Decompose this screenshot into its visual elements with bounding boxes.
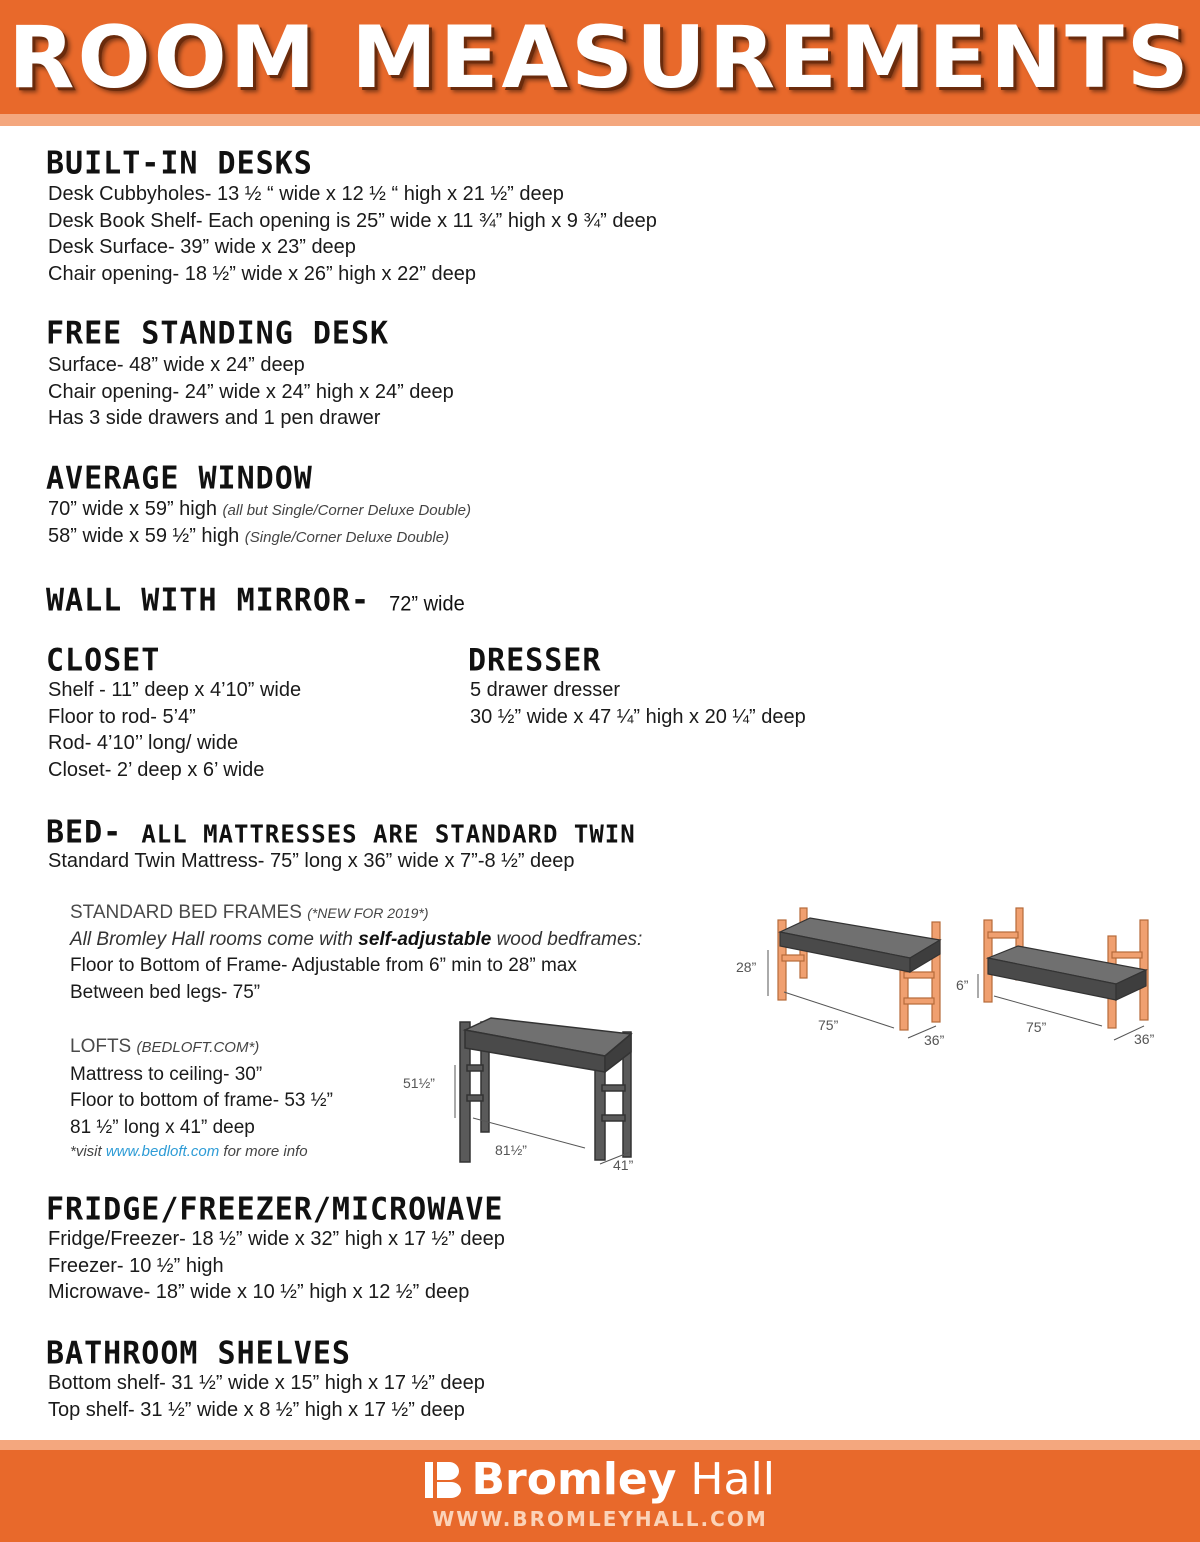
loft-rung <box>602 1085 625 1091</box>
list-item <box>48 523 471 550</box>
heading-fridge-freezer-microwave: FRIDGE/FREEZER/MICROWAVE <box>46 1190 504 1228</box>
list-item: Desk Cubbyholes- 13 ½ “ wide x 12 ½ “ high x 21 ½” deep <box>48 183 564 205</box>
window-note: (all but Single/Corner Deluxe Double) <box>222 502 472 519</box>
lofts-block <box>70 1034 333 1163</box>
loft-rung <box>602 1115 625 1121</box>
list-item: Closet- 2’ deep x 6’ wide <box>48 758 265 781</box>
bed-rung <box>782 955 804 961</box>
closet-list <box>48 677 301 783</box>
list-item: Desk Surface- 39” wide x 23” deep <box>48 236 356 258</box>
loft-rung <box>467 1095 483 1101</box>
list-item: Top shelf- 31 ½” wide x 8 ½” high x 17 ½” deep <box>48 1398 465 1421</box>
bed-frames-description <box>70 927 642 954</box>
built-in-desks-list <box>48 181 657 287</box>
loft-length-label: 81½” <box>495 1142 527 1158</box>
list-item: Floor to Bottom of Frame- Adjustable from 6” min to 28” max <box>70 955 577 976</box>
bed-rung <box>988 932 1018 938</box>
list-item: Freezer- 10 ½” high <box>48 1254 224 1277</box>
free-standing-desk-list <box>48 352 454 432</box>
brand-url-link[interactable]: WWW.BROMLEYHALL.COM <box>432 1507 768 1531</box>
bed-list <box>48 848 575 875</box>
lofts-visit-note <box>70 1141 333 1163</box>
heading-bathroom-shelves: BATHROOM SHELVES <box>46 1334 351 1372</box>
window-size: 70” wide x 59” high <box>48 498 217 520</box>
list-item: Shelf - 11” deep x 4’10” wide <box>48 679 302 701</box>
heading-average-window: AVERAGE WINDOW <box>46 459 313 497</box>
heading-free-standing-desk: FREE STANDING DESK <box>46 314 390 352</box>
bed-high-diagram <box>732 900 954 1050</box>
heading-wall-with-mirror <box>46 583 465 622</box>
visit-text-end: for more info <box>219 1143 308 1160</box>
loft-diagram <box>395 1010 655 1180</box>
bed-low-depth-label: 36” <box>1134 1031 1155 1047</box>
loft-depth-label: 41” <box>613 1157 634 1173</box>
desc-text: All Bromley Hall rooms come with <box>70 928 359 950</box>
list-item: Floor to rod- 5’4” <box>48 705 196 728</box>
bed-high-length-label: 75” <box>818 1017 839 1033</box>
heading-built-in-desks: BUILT-IN DESKS <box>46 144 313 182</box>
desc-text-end: wood bedframes: <box>491 928 643 950</box>
list-item: 81 ½” long x 41” deep <box>70 1116 255 1138</box>
visit-text: *visit <box>70 1143 106 1160</box>
bed-subheading: ALL MATTRESSES ARE STANDARD TWIN <box>141 819 636 849</box>
list-item: Surface- 48” wide x 24” deep <box>48 354 305 376</box>
list-item: Chair opening- 24” wide x 24” high x 24” deep <box>48 380 454 403</box>
bed-rung <box>904 972 934 978</box>
list-item: Has 3 side drawers and 1 pen drawer <box>48 407 381 429</box>
bed-frames-title: STANDARD BED FRAMES <box>70 902 302 923</box>
bed-heading-label: BED- <box>46 813 123 851</box>
bed-high-depth-label: 36” <box>924 1032 945 1048</box>
wall-with-mirror-label: WALL WITH MIRROR- <box>46 581 371 619</box>
loft-height-label: 51½” <box>403 1075 435 1091</box>
bed-low-length-label: 75” <box>1026 1019 1047 1035</box>
wall-with-mirror-value: 72” wide <box>389 592 465 616</box>
window-size: 58” wide x 59 ½” high <box>48 524 240 547</box>
list-item: Mattress to ceiling- 30” <box>70 1063 263 1085</box>
bed-frames-block <box>70 900 642 1006</box>
bed-rung <box>1112 952 1142 958</box>
header-stripe <box>0 114 1200 126</box>
bed-frames-title-row <box>70 900 642 927</box>
list-item <box>48 496 471 523</box>
bedloft-link[interactable]: www.bedloft.com <box>105 1143 220 1160</box>
page-title: ROOM MEASUREMENTS <box>8 8 1192 108</box>
lofts-title-row <box>70 1034 333 1062</box>
bed-low-diagram <box>954 900 1168 1050</box>
heading-bed <box>46 815 636 852</box>
dresser-list <box>470 677 806 730</box>
bed-frames-note: (*NEW FOR 2019*) <box>307 905 429 921</box>
average-window-list <box>48 496 471 549</box>
heading-closet: CLOSET <box>46 641 161 679</box>
loft-rung <box>467 1065 483 1071</box>
footer-stripe <box>0 1440 1200 1450</box>
bromley-logo-icon <box>425 1460 461 1500</box>
brand <box>0 1455 1200 1505</box>
list-item: Chair opening- 18 ½” wide x 26” high x 22” deep <box>48 262 477 285</box>
desc-bold: self-adjustable <box>358 928 492 950</box>
window-note: (Single/Corner Deluxe Double) <box>244 528 450 546</box>
bathroom-list <box>48 1370 485 1423</box>
list-item: Microwave- 18” wide x 10 ½” high x 12 ½” deep <box>48 1281 470 1303</box>
list-item: Bottom shelf- 31 ½” wide x 15” high x 17 ½” deep <box>48 1372 485 1394</box>
bed-low-height-label: 6” <box>956 977 969 993</box>
bed-high-height-label: 28” <box>736 959 757 975</box>
brand-name-bold: Bromley <box>471 1454 677 1505</box>
list-item: Floor to bottom of frame- 53 ½” <box>70 1090 333 1111</box>
brand-name-light: Hall <box>676 1454 775 1505</box>
brand-name <box>472 1455 775 1505</box>
list-item: Fridge/Freezer- 18 ½” wide x 32” high x 17 ½” deep <box>48 1228 505 1250</box>
heading-dresser: DRESSER <box>468 641 602 679</box>
list-item: 30 ½” wide x 47 ¼” high x 20 ¼” deep <box>470 705 806 728</box>
list-item: Standard Twin Mattress- 75” long x 36” wide x 7”-8 ½” deep <box>48 850 575 872</box>
bed-rung <box>904 998 934 1004</box>
fridge-list <box>48 1226 505 1306</box>
list-item: 5 drawer dresser <box>470 679 621 701</box>
lofts-title: LOFTS <box>70 1036 132 1057</box>
loft-frame <box>460 1018 631 1162</box>
list-item: Rod- 4’10’’ long/ wide <box>48 732 239 754</box>
list-item: Desk Book Shelf- Each opening is 25” wide x 11 ¾” high x 9 ¾” deep <box>48 209 657 232</box>
list-item: Between bed legs- 75” <box>70 981 261 1003</box>
lofts-note: (BEDLOFT.COM*) <box>136 1039 260 1056</box>
